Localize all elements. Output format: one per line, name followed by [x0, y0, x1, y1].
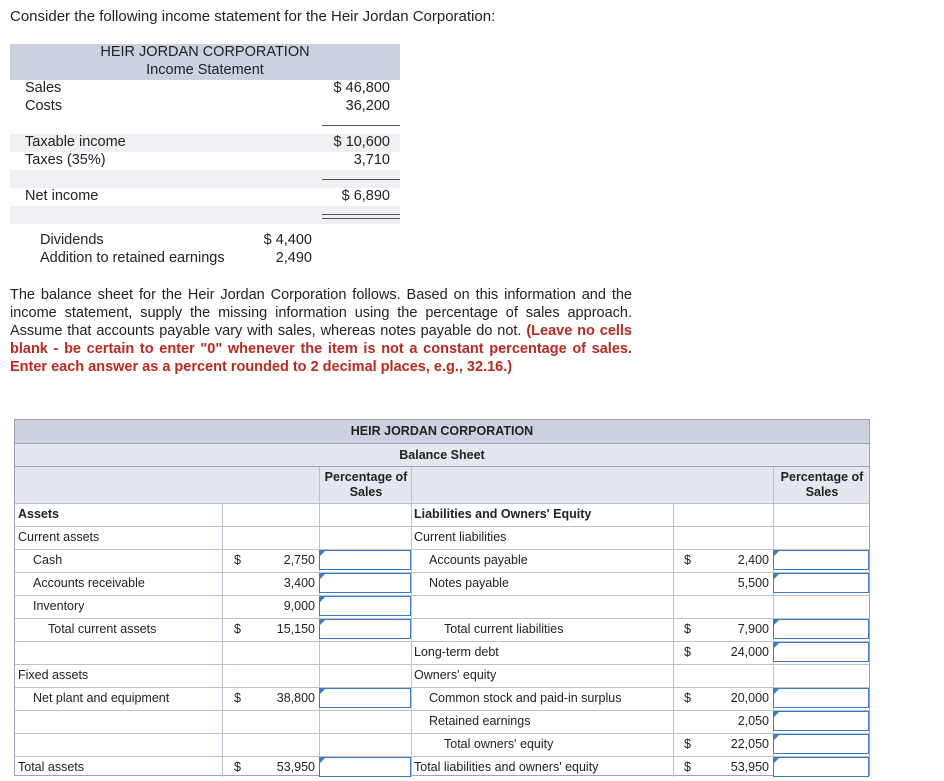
cs-value: 20,000 [730, 691, 769, 705]
tcl-label: Total current liabilities [444, 622, 564, 636]
addition-retained-value: 2,490 [275, 250, 312, 266]
taxable-income-label: Taxable income [25, 134, 126, 150]
tloe-label: Total liabilities and owners' equity [414, 760, 599, 774]
pct-sales-header-left: Percentage of Sales [324, 470, 408, 499]
ta-dollar: $ [234, 760, 241, 774]
balance-company: HEIR JORDAN CORPORATION [15, 420, 869, 444]
tca-dollar: $ [234, 622, 241, 636]
ap-value: 2,400 [737, 553, 769, 567]
income-statement [10, 44, 400, 269]
ar-pct-input[interactable] [319, 573, 411, 593]
tca-value: 15,150 [276, 622, 315, 636]
pct-sales-header-right: Percentage of Sales [780, 470, 864, 499]
cs-pct-input[interactable] [773, 688, 869, 708]
balance-sheet [14, 419, 870, 776]
npe-value: 38,800 [276, 691, 315, 705]
ltd-pct-input[interactable] [773, 642, 869, 662]
taxes-label: Taxes (35%) [25, 152, 106, 168]
np-pct-input[interactable] [773, 573, 869, 593]
assets-heading: Assets [18, 507, 59, 521]
current-liabilities-heading: Current liabilities [414, 530, 507, 544]
owners-equity-heading: Owners' equity [414, 668, 497, 682]
costs-label: Costs [25, 98, 63, 114]
tcl-pct-input[interactable] [773, 619, 869, 639]
cash-label: Cash [33, 553, 63, 567]
income-company: HEIR JORDAN CORPORATION [100, 44, 310, 60]
ap-dollar: $ [684, 553, 691, 567]
cash-value: 2,750 [283, 553, 315, 567]
ar-label: Accounts receivable [33, 576, 145, 590]
cash-dollar: $ [234, 553, 241, 567]
re-value: 2,050 [737, 714, 769, 728]
ltd-value: 24,000 [730, 645, 769, 659]
tca-pct-input[interactable] [319, 619, 411, 639]
tloe-dollar: $ [684, 760, 691, 774]
inventory-value: 9,000 [283, 599, 315, 613]
dividends-value: $ 4,400 [263, 232, 312, 248]
toe-pct-input[interactable] [773, 734, 869, 754]
ta-value: 53,950 [276, 760, 315, 774]
toe-dollar: $ [684, 737, 691, 751]
np-value: 5,500 [737, 576, 769, 590]
tca-label: Total current assets [48, 622, 157, 636]
toe-label: Total owners' equity [444, 737, 554, 751]
toe-value: 22,050 [730, 737, 769, 751]
ltd-dollar: $ [684, 645, 691, 659]
income-title: Income Statement [146, 62, 264, 78]
cs-label: Common stock and paid-in surplus [429, 691, 622, 705]
ap-label: Accounts payable [429, 553, 528, 567]
re-label: Retained earnings [429, 714, 531, 728]
instructions-text: The balance sheet for the Heir Jordan Corporation follows. Based on this information and the income statement, supply the missing information using the percentage of sales approach. Assume that accounts payable vary with sales, whereas notes payable do not. [10, 287, 632, 339]
total-assets-label: Total assets [18, 760, 85, 774]
inventory-label: Inventory [33, 599, 85, 613]
ltd-label: Long-term debt [414, 645, 499, 659]
liab-equity-heading: Liabilities and Owners' Equity [414, 507, 592, 521]
intro-text: Consider the following income statement for the Heir Jordan Corporation: [10, 8, 496, 25]
tcl-value: 7,900 [737, 622, 769, 636]
npe-pct-input[interactable] [319, 688, 411, 708]
taxable-income-value: $ 10,600 [333, 134, 390, 150]
taxes-value: 3,710 [353, 152, 390, 168]
tcl-dollar: $ [684, 622, 691, 636]
dividends-label: Dividends [40, 232, 104, 248]
sales-value: $ 46,800 [333, 80, 390, 96]
net-income-label: Net income [25, 188, 99, 204]
costs-value: 36,200 [345, 98, 390, 114]
fixed-assets-heading: Fixed assets [18, 668, 89, 682]
re-pct-input[interactable] [773, 711, 869, 731]
balance-title: Balance Sheet [15, 444, 869, 467]
cs-dollar: $ [684, 691, 691, 705]
instructions-warning: (Leave no cells blank - be certain to enter "0" whenever the item is not a constant percentage of sales. Enter each answer as a percent rounded to 2 decimal places, e.g., 32.16.) [10, 323, 632, 375]
tloe-pct-input[interactable] [773, 757, 869, 777]
sales-label: Sales [25, 80, 62, 96]
ta-pct-input[interactable] [319, 757, 411, 777]
current-assets-heading: Current assets [18, 530, 100, 544]
net-income-value: $ 6,890 [341, 188, 390, 204]
npe-dollar: $ [234, 691, 241, 705]
np-label: Notes payable [429, 576, 509, 590]
cash-pct-input[interactable] [319, 550, 411, 570]
addition-retained-label: Addition to retained earnings [40, 250, 225, 266]
ar-value: 3,400 [283, 576, 315, 590]
ap-pct-input[interactable] [773, 550, 869, 570]
tloe-value: 53,950 [730, 760, 769, 774]
npe-label: Net plant and equipment [33, 691, 170, 705]
inventory-pct-input[interactable] [319, 596, 411, 616]
instructions [10, 286, 632, 376]
